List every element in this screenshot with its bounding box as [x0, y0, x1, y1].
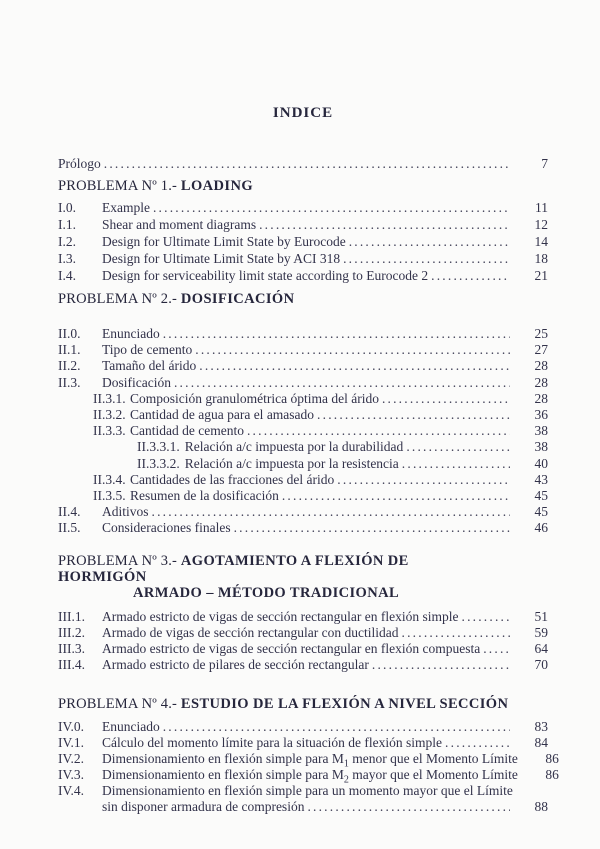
section-heading-prefix: PROBLEMA Nº 4.- — [58, 695, 178, 712]
dot-leader — [192, 342, 510, 358]
dot-leader — [279, 488, 510, 504]
page-number: 38 — [534, 439, 548, 455]
entry-label: Composición granulométrica óptima del árido — [130, 390, 379, 406]
entry-number: IV.0. — [58, 718, 85, 734]
toc-entry — [58, 233, 548, 250]
entry-number: II.3. — [58, 374, 81, 390]
entry-label: Shear and moment diagrams — [102, 217, 257, 232]
toc-entry — [58, 641, 548, 657]
toc-entry-prologo — [58, 155, 548, 172]
toc-section-4 — [58, 695, 559, 815]
page-number: 43 — [534, 471, 548, 487]
section-heading-prefix: PROBLEMA Nº 1.- — [58, 178, 178, 194]
entry-number: I.2. — [58, 234, 76, 249]
page-number: 59 — [534, 624, 548, 640]
entry-number: II.5. — [58, 520, 81, 536]
entry-label: Design for Ultimate Limit State by Eurocode — [102, 234, 346, 249]
section-heading — [58, 178, 548, 194]
page-number: 70 — [534, 656, 548, 672]
section-heading-prefix: PROBLEMA Nº 3.- — [58, 552, 178, 569]
dot-leader — [256, 216, 510, 233]
toc-section-1 — [58, 178, 548, 284]
entry-number: II.3.1. — [93, 390, 126, 406]
entry-label: Tamaño del árido — [102, 358, 197, 374]
subscript: 2 — [343, 774, 349, 786]
page-number: 21 — [534, 268, 548, 283]
entry-number: I.4. — [58, 268, 76, 283]
page-number: 86 — [545, 766, 559, 782]
toc-entry — [58, 625, 548, 641]
page-number: 28 — [534, 358, 548, 374]
entry-number: II.0. — [58, 326, 81, 341]
entry-label: Tipo de cemento — [102, 342, 193, 358]
entry-label: Dosificación — [102, 374, 171, 390]
dot-leader — [101, 155, 510, 172]
entry-number: III.4. — [58, 656, 85, 672]
entry-label: Prólogo — [58, 156, 101, 171]
page-number: 64 — [534, 640, 548, 656]
toc-entry — [58, 250, 548, 267]
entry-label: Enunciado — [102, 718, 160, 734]
entry-number: IV.2. — [58, 750, 85, 766]
dot-leader — [231, 520, 510, 536]
entry-label: Dimensionamiento en flexión simple para $M_1$ menor que el Momento Límite — [102, 750, 518, 770]
entry-label: Armado estricto de vigas de sección rectangular en flexión simple — [102, 608, 459, 624]
toc-entry — [58, 407, 548, 423]
entry-label: Consideraciones finales — [102, 520, 231, 536]
entry-number: II.3.3. — [93, 423, 126, 439]
page-number: 7 — [541, 156, 548, 171]
page-number: 25 — [534, 326, 548, 341]
toc-entry — [58, 472, 548, 488]
toc-entry — [58, 326, 548, 342]
subscript: 1 — [343, 758, 349, 770]
entry-label: Enunciado — [102, 326, 160, 341]
dot-leader — [196, 358, 510, 374]
entry-label: Design for serviceability limit state according to Eurocode 2 — [102, 268, 429, 283]
entry-number: II.3.5. — [93, 488, 126, 504]
entry-number: IV.3. — [58, 766, 85, 782]
entry-number: IV.1. — [58, 734, 85, 750]
dot-leader — [459, 609, 511, 625]
page-number: 11 — [535, 200, 548, 215]
dot-leader — [150, 199, 510, 216]
entry-label: Dimensionamiento en flexión simple para $M_2$ mayor que el Momento Límite — [102, 766, 518, 786]
toc-entry — [58, 375, 548, 391]
entry-number: II.4. — [58, 504, 81, 520]
toc-entry — [58, 609, 548, 625]
entry-label: Cálculo del momento límite para la situación de flexión simple — [102, 734, 443, 750]
entry-number: II.1. — [58, 342, 81, 358]
page-number: 88 — [534, 798, 548, 814]
entry-label-line2: sin disponer armadura de compresión — [102, 798, 305, 814]
section-heading-prefix: PROBLEMA Nº 2.- — [58, 291, 178, 307]
toc-entry — [58, 439, 548, 455]
entry-number: II.2. — [58, 358, 81, 374]
entry-number: II.3.3.2. — [137, 455, 180, 471]
toc-entry — [58, 216, 548, 233]
entry-label: Dimensionamiento en flexión simple para un momento mayor que el Límite — [102, 782, 513, 798]
entry-number: I.0. — [58, 200, 76, 215]
page-number: 18 — [534, 251, 548, 266]
page-number: 27 — [534, 342, 548, 358]
dot-leader — [149, 504, 510, 520]
entry-number: III.3. — [58, 640, 85, 656]
entry-label: Armado estricto de vigas de sección rectangular en flexión compuesta — [102, 640, 481, 656]
toc-entry — [58, 783, 548, 799]
dot-leader — [171, 375, 510, 391]
page-number: 46 — [534, 520, 548, 536]
dot-leader — [403, 439, 510, 455]
toc-entry — [58, 657, 548, 673]
page-number: 36 — [534, 407, 548, 423]
toc-section-3 — [58, 553, 548, 673]
dot-leader — [334, 472, 510, 488]
toc-entry — [58, 766, 559, 786]
section-heading-title: ESTUDIO DE LA FLEXIÓN A NIVEL SECCIÓN — [180, 695, 509, 712]
entry-label: Armado de vigas de sección rectangular con ductilidad — [102, 624, 399, 640]
entry-number: II.3.3.1. — [137, 439, 180, 455]
toc-entry — [58, 342, 548, 358]
dot-leader — [399, 625, 510, 641]
entry-number: I.1. — [58, 217, 76, 232]
dot-leader — [160, 326, 510, 342]
toc-entry — [58, 358, 548, 374]
toc-entry — [58, 735, 548, 751]
section-heading — [58, 553, 474, 601]
page-number: 84 — [534, 734, 548, 750]
entry-label: Aditivos — [102, 504, 149, 520]
toc-entry — [58, 267, 548, 284]
entry-label: Cantidades de las fracciones del árido — [130, 471, 335, 487]
section-heading-title-line2: ARMADO – MÉTODO TRADICIONAL — [132, 584, 400, 601]
toc-entry — [58, 504, 548, 520]
page-title: INDICE — [272, 105, 334, 121]
entry-number: I.3. — [58, 251, 76, 266]
entry-label: Cantidad de cemento — [130, 423, 244, 439]
dot-leader — [244, 423, 510, 439]
entry-label: Relación a/c impuesta por la resistencia — [184, 455, 399, 471]
entry-label: Design for Ultimate Limit State by ACI 318 — [102, 251, 341, 266]
toc-entry-continuation — [58, 799, 548, 815]
section-heading — [58, 291, 548, 307]
dot-leader — [399, 456, 510, 472]
page-number: 40 — [534, 455, 548, 471]
page-number: 51 — [534, 608, 548, 624]
toc-entry — [58, 719, 548, 735]
dot-leader — [428, 267, 510, 284]
toc-entry — [58, 199, 548, 216]
toc-entry — [58, 423, 548, 439]
page-number: 28 — [534, 390, 548, 406]
entry-number: IV.4. — [58, 782, 85, 798]
page-number: 12 — [534, 217, 548, 232]
entry-label: Armado estricto de pilares de sección rectangular — [102, 656, 369, 672]
page-number: 83 — [534, 718, 548, 734]
page-number: 38 — [534, 423, 548, 439]
page-number: 45 — [534, 488, 548, 504]
entry-number: III.2. — [58, 624, 85, 640]
toc-entry — [58, 391, 548, 407]
toc-entry — [58, 488, 548, 504]
page-number: 45 — [534, 504, 548, 520]
dot-leader — [304, 799, 510, 815]
dot-leader — [340, 250, 510, 267]
toc-section-2 — [58, 291, 548, 537]
section-heading-title: AGOTAMIENTO A FLEXIÓN DE HORMIGÓN — [58, 552, 409, 585]
section-heading-title: LOADING — [180, 178, 253, 194]
toc-entry — [58, 456, 548, 472]
entry-label: Example — [102, 200, 150, 215]
dot-leader — [442, 735, 510, 751]
section-heading-title: DOSIFICACIÓN — [180, 291, 295, 307]
dot-leader — [518, 751, 521, 767]
dot-leader — [314, 407, 510, 423]
toc-content — [58, 0, 559, 815]
entry-label: Resumen de la dosificación — [130, 488, 279, 504]
entry-number: II.3.2. — [93, 407, 126, 423]
page-number: 28 — [534, 374, 548, 390]
dot-leader — [379, 391, 510, 407]
toc-entry — [58, 520, 548, 536]
entry-number: III.1. — [58, 608, 85, 624]
dot-leader — [369, 657, 510, 673]
dot-leader — [518, 767, 521, 783]
page-number: 86 — [545, 750, 559, 766]
dot-leader — [160, 719, 510, 735]
toc-entry — [58, 750, 559, 770]
entry-label: Relación a/c impuesta por la durabilidad — [184, 439, 404, 455]
dot-leader — [346, 233, 510, 250]
entry-label: Cantidad de agua para el amasado — [130, 407, 315, 423]
section-heading — [58, 696, 548, 712]
dot-leader — [480, 641, 510, 657]
entry-number: II.3.4. — [93, 471, 126, 487]
page-number: 14 — [534, 234, 548, 249]
